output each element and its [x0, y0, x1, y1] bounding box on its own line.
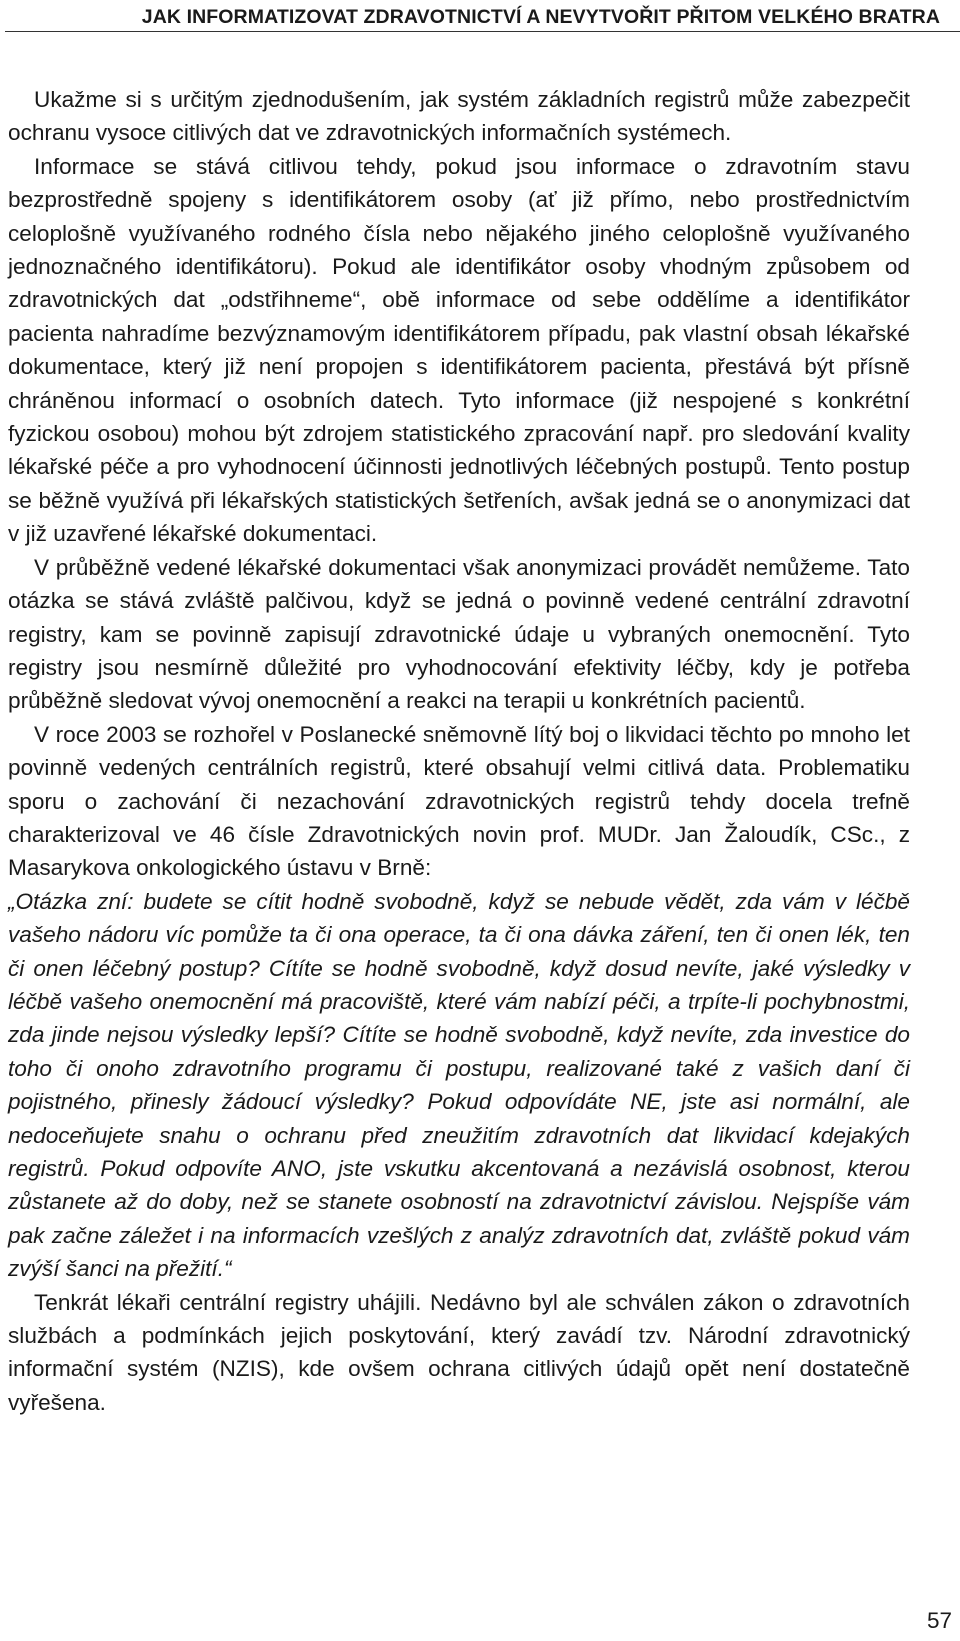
running-header-title: JAK INFORMATIZOVAT ZDRAVOTNICTVÍ A NEVYTVOŘIT PŘITOM VELKÉHO BRATRA	[141, 6, 940, 28]
paragraph-nzis: Tenkrát lékaři centrální registry uhájili. Nedávno byl ale schválen zákon o zdravotních službách a podmínkách jejich poskytování, který zavádí tzv. Národní zdravotnický informační systém (NZIS), kde ovšem ochrana citlivých údajů opět není dostatečně vyřešena.	[8, 1289, 910, 1415]
paragraph-ongoing-documentation: V průběžně vedené lékařské dokumentaci však anonymizaci provádět nemůžeme. Tato otázka se stává zvláště palčivou, když se jedná o povinně vedené centrální zdravotní registry, kam se povinně zapisují zdravotnické údaje u vybraných onemocnění. Tyto registry jsou nesmírně důležité pro vyhodnocování efektivity léčby, kdy je potřeba průběžně sledovat vývoj onemocnění a reakci na terapii u konkrétních pacientů.	[8, 554, 910, 714]
header-rule	[5, 31, 960, 32]
page-number: 57	[926, 1608, 952, 1633]
paragraph-registry-dispute: V roce 2003 se rozhořel v Poslanecké sněmovně lítý boj o likvidaci těchto po mnoho let povinně vedených centrálních registrů, které obsahují velmi citlivá data. Problematiku sporu o zachování či nezachování zdravotnických registrů tehdy docela trefně charakterizoval ve 46 čísle Zdravotnických novin prof. MUDr. Jan Žaloudík, CSc., z Masarykova onkologického ústavu v Brně:	[8, 721, 910, 881]
paragraph-sensitive-information: Informace se stává citlivou tehdy, pokud jsou informace o zdravotním stavu bezprostředně spojeny s identifikátorem osoby (ať již přímo, nebo prostřednictvím celoplošně využívaného rodného čísla nebo nějakého jiného celoplošně využívaného jednoznačného identifikátoru). Pokud ale identifikátor osoby vhodným způsobem od zdravotnických dat „odstřihneme“, obě informace od sebe oddělíme a identifikátor pacienta nahradíme bezvýznamovým identifikátorem případu, pak vlastní obsah lékařské dokumentace, který již není propojen s identifikátorem pacienta, přestává být přísně chráněnou informací o osobních datech. Tyto informace (již nespojené s konkrétní fyzickou osobou) mohou být zdrojem statistického zpracování např. pro sledování kvality lékařské péče a pro vyhodnocení účinnosti jednotlivých léčebných postupů. Tento postup se běžně využívá při lékařských statistických šetřeních, avšak jedná se o anonymizaci dat v již uzavřené lékařské dokumentaci.	[8, 153, 910, 547]
running-header	[0, 0, 960, 34]
body-text	[8, 83, 910, 1419]
paragraph-quotation: „Otázka zní: budete se cítit hodně svobodně, když se nebude vědět, zda vám v léčbě vašeho nádoru víc pomůže ta či ona operace, ta či ona dávka záření, ten či onen lék, ten či onen léčebný postup? Cítíte se hodně svobodně, když dosud nevíte, jaké výsledky v léčbě vašeho onemocnění má pracoviště, které vám nabízí péči, a trpíte-li pochybnostmi, zda jinde nejsou výsledky lepší? Cítíte se hodně svobodně, když nevíte, zda investice do toho či onoho zdravotního programu či postupu, realizované také z vašich daní či pojistného, přinesly žádoucí výsledky? Pokud odpovídáte NE, jste asi normální, ale nedoceňujete snahu o ochranu před zneužitím zdravotních dat likvidací kdejakých registrů. Pokud odpovíte ANO, jste vskutku akcentovaná a nezávislá osobnost, kterou zůstanete až do doby, než se stanete osobností na zdravotnictví závislou. Nejspíše vám pak začne záležet i na informacích vzešlých z analýz zdravotních dat, zvláště pokud vám zvýší šanci na přežití.“	[8, 888, 910, 1282]
paragraph-intro: Ukažme si s určitým zjednodušením, jak systém základních registrů může zabezpečit ochranu vysoce citlivých dat ve zdravotnických informačních systémech.	[8, 87, 910, 146]
